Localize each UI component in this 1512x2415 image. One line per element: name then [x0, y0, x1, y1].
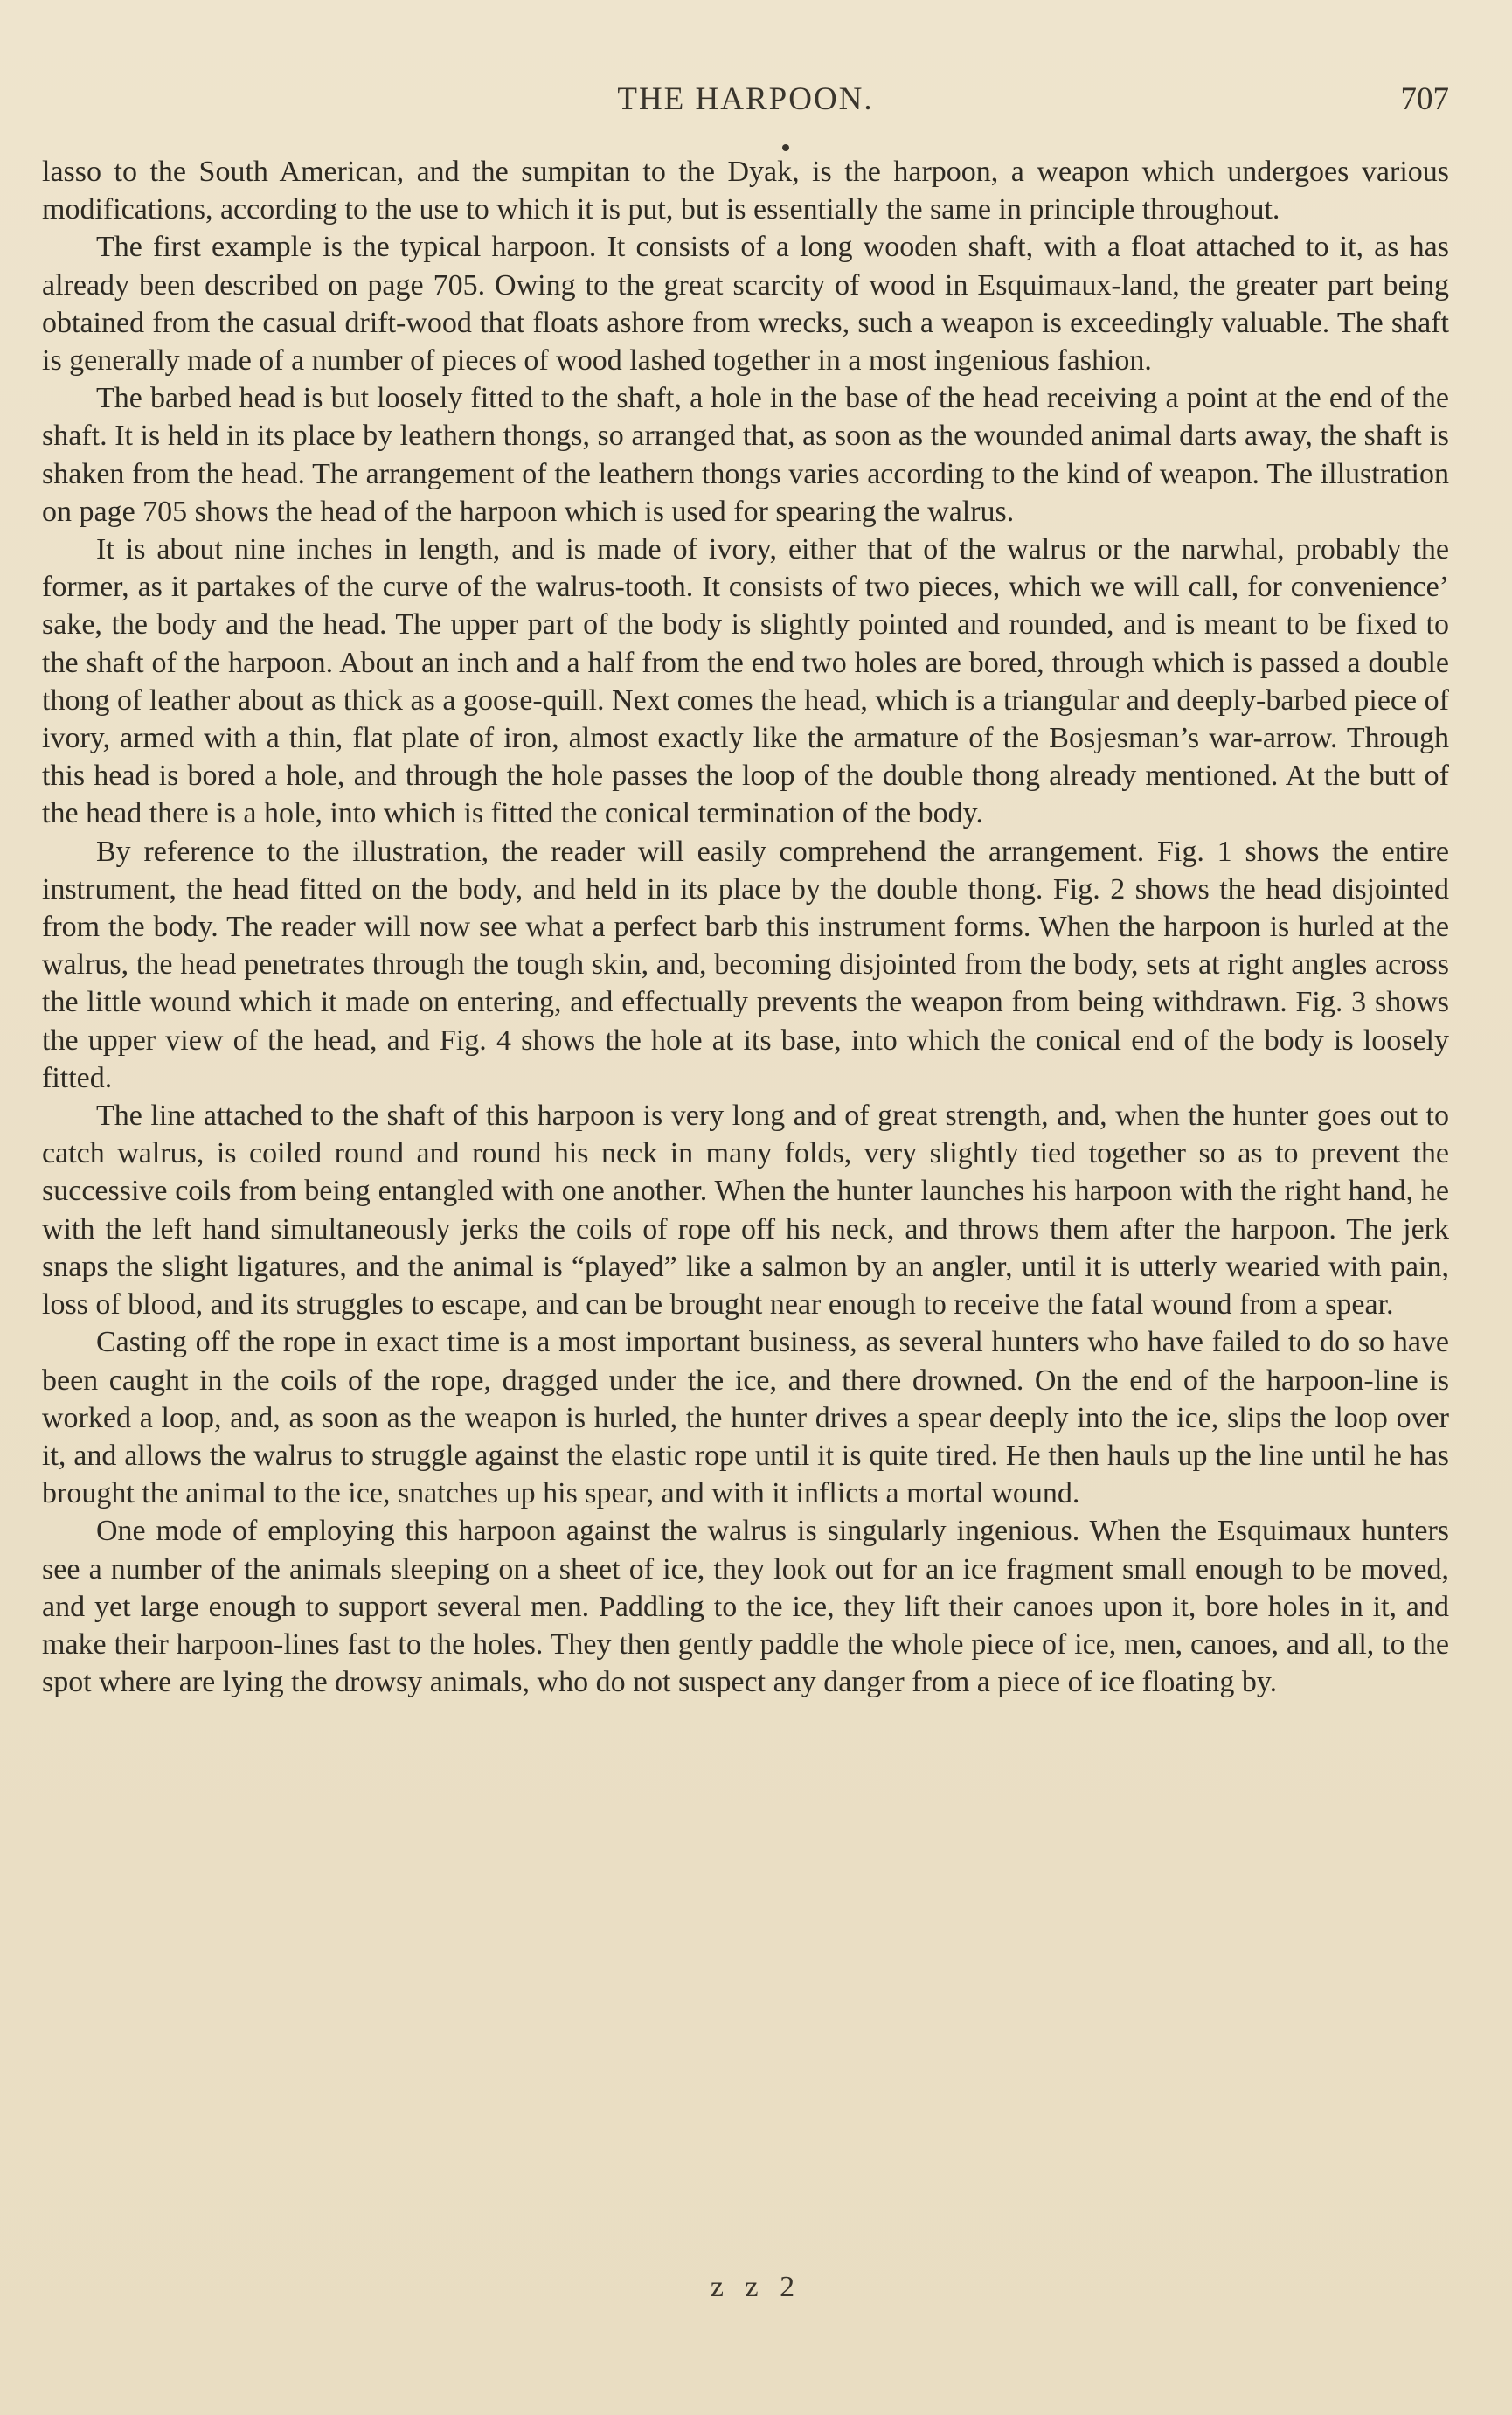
body-text [42, 153, 1449, 1701]
paragraph-5: By reference to the illustration, the reader will easily comprehend the arrangement. Fig. 1 shows the entire instrument, the head fitted on the body, and held in its place by the double thong. Fig. 2 shows the head disjointed from the body. The reader will now see what a perfect barb this instrument forms. When the harpoon is hurled at the walrus, the head penetrates through the tough skin, and, becoming disjointed from the body, sets at right angles across the little wound which it made on entering, and effectually prevents the weapon from being withdrawn. Fig. 3 shows the upper view of the head, and Fig. 4 shows the hole at its base, into which the conical end of the body is loosely fitted. [42, 835, 1449, 1094]
paragraph-4: It is about nine inches in length, and is made of ivory, either that of the walrus or the narwhal, probably the former, as it partakes of the curve of the walrus-tooth. It consists of two pieces, which we will call, for convenience’ sake, the body and the head. The upper part of the body is slightly pointed and rounded, and is meant to be fixed to the shaft of the harpoon. About an inch and a half from the end two holes are bored, through which is passed a double thong of leather about as thick as a goose-quill. Next comes the head, which is a triangular and deeply-barbed piece of ivory, armed with a thin, flat plate of iron, almost exactly like the armature of the Bosjesman’s war-arrow. Through this head is bored a hole, and through the hole passes the loop of the double thong already mentioned. At the butt of the head there is a hole, into which is fitted the conical termination of the body. [42, 533, 1449, 830]
running-head [42, 80, 1449, 129]
paragraph-8: One mode of employing this harpoon against the walrus is singularly ingenious. When the Esquimaux hunters see a number of the animals sleeping on a sheet of ice, they look out for an ice fragment small enough to be moved, and yet large enough to support several men. Paddling to the ice, they lift their canoes upon it, bore holes in it, and make their harpoon-lines fast to the holes. They then gently paddle the whole piece of ice, men, canoes, and all, to the spot where are lying the drowsy animals, who do not suspect any danger from a piece of ice floating by. [42, 1515, 1449, 1699]
paragraph-3: The barbed head is but loosely fitted to the shaft, a hole in the base of the head receiving a point at the end of the shaft. It is held in its place by leathern thongs, so arranged that, as soon as the wounded animal darts away, the shaft is shaken from the head. The arrangement of the leathern thongs varies according to the kind of weapon. The illustration on page 705 shows the head of the harpoon which is used for spearing the walrus. [42, 382, 1449, 528]
paragraph-2: The first example is the typical harpoon. It consists of a long wooden shaft, with a float attached to it, as has already been described on page 705. Owing to the great scarcity of wood in Esquimaux-land, the greater part being obtained from the casual drift-wood that floats ashore from wrecks, such a weapon is exceedingly valuable. The shaft is generally made of a number of pieces of wood lashed together in a most ingenious fashion. [42, 231, 1449, 378]
ink-speck [782, 144, 789, 151]
paragraph-1: lasso to the South American, and the sumpitan to the Dyak, is the harpoon, a weapon which undergoes various modifications, according to the use to which it is put, but is essentially the same in principle throughout. [42, 156, 1449, 226]
paragraph-6: The line attached to the shaft of this harpoon is very long and of great strength, and, when the hunter goes out to catch walrus, is coiled round and round his neck in many folds, very slightly tied together so as to prevent the successive coils from being entangled with one another. When the hunter launches his harpoon with the right hand, he with the left hand simultaneously jerks the coils of rope off his neck, and throws them after the harpoon. The jerk snaps the slight ligatures, and the animal is “played” like a salmon by an angler, until it is utterly wearied with pain, loss of blood, and its struggles to escape, and can be brought near enough to receive the fatal wound from a spear. [42, 1100, 1449, 1322]
signature-mark: z z 2 [710, 2271, 802, 2303]
paragraph-7: Casting off the rope in exact time is a most important business, as several hunters who have failed to do so have been caught in the coils of the rope, dragged under the ice, and there drowned. On the end of the harpoon-line is worked a loop, and, as soon as the weapon is hurled, the hunter drives a spear deeply into the ice, slips the loop over it, and allows the walrus to struggle against the elastic rope until it is quite tired. He then hauls up the line until he has brought the animal to the ice, snatches up his spear, and with it inflicts a mortal wound. [42, 1326, 1449, 1510]
page-number: 707 [1400, 81, 1449, 117]
page-title: THE HARPOON. [617, 81, 874, 117]
